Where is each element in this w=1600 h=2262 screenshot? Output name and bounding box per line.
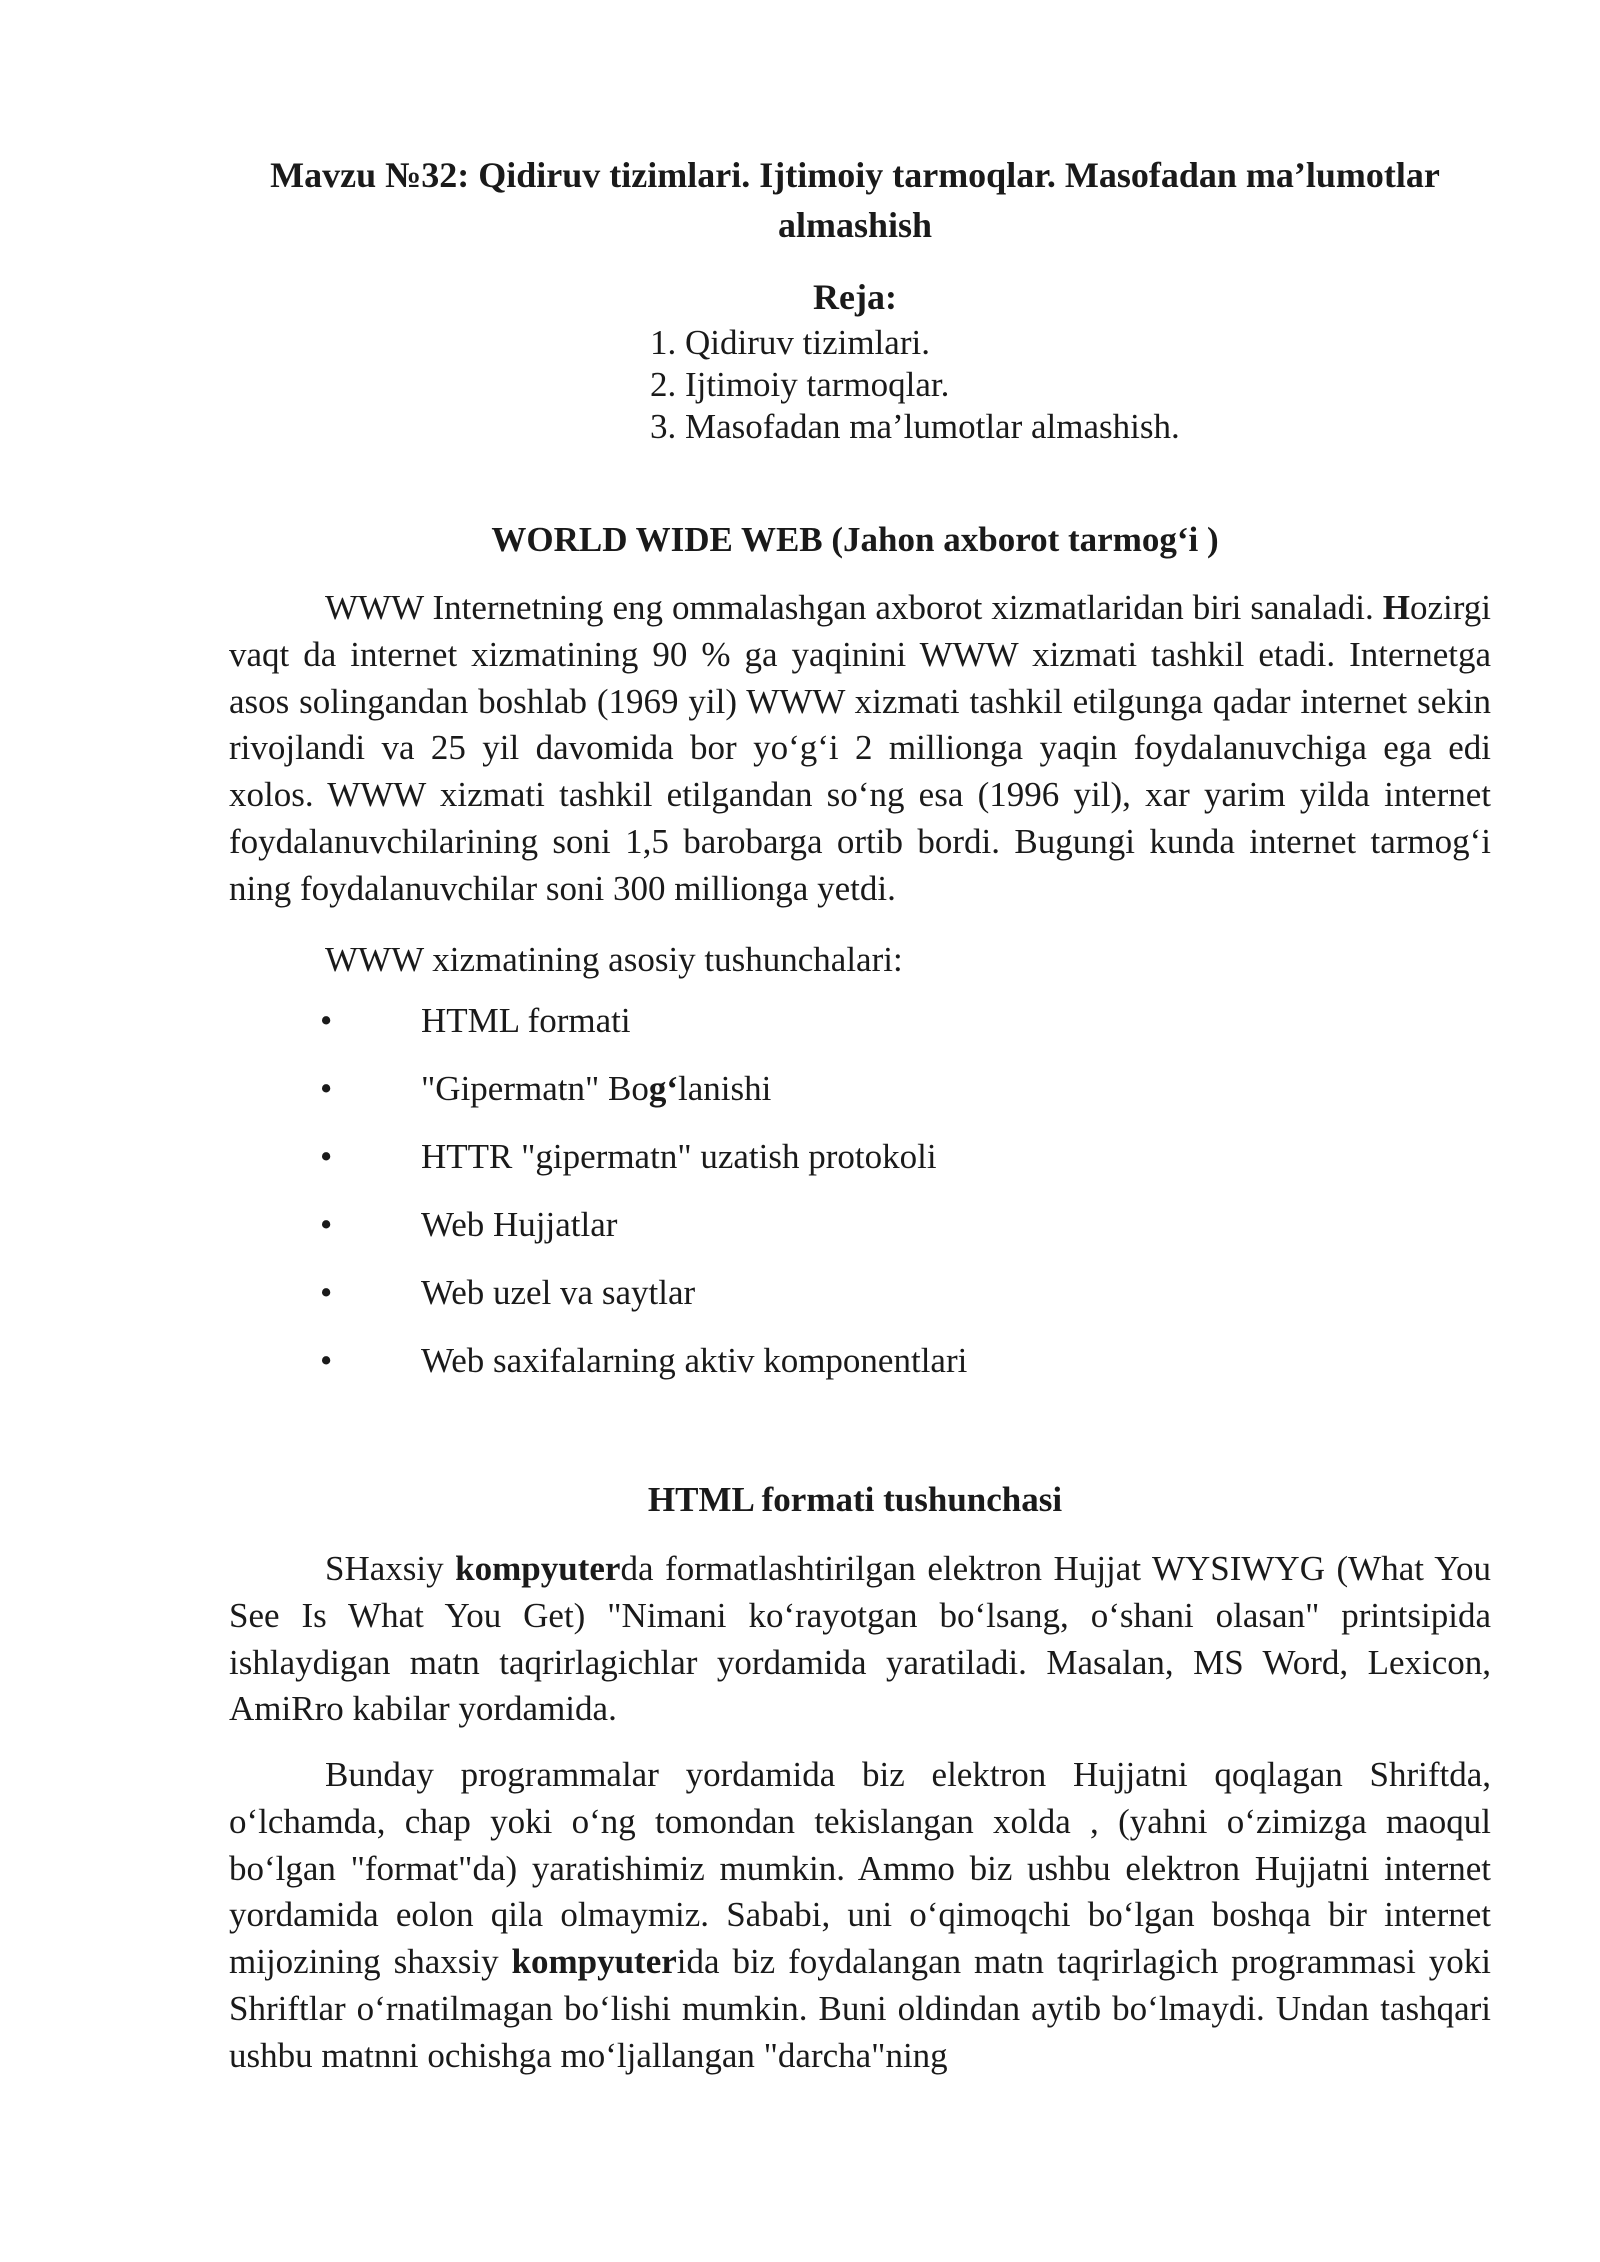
plan-item: 1. Qidiruv tizimlari. (650, 323, 930, 362)
bold-term: kompyuter (455, 1549, 621, 1588)
bullet-mark: • (320, 1137, 333, 1176)
bold-term: kompyuter (511, 1942, 677, 1982)
paragraph-lead: WWW Internetning eng ommalashgan axborot xizmatlaridan biri sanaladi. (325, 588, 1383, 627)
plan-item: 3. Masofadan ma’lumotlar almashish. (650, 407, 1180, 446)
list-item-text: Web Hujjatlar (421, 1205, 618, 1244)
bullet-mark: • (320, 1273, 333, 1312)
list-item-text: Web uzel va saytlar (421, 1273, 696, 1312)
bullet-mark: • (320, 1069, 333, 1108)
plan-list (650, 322, 1180, 448)
paragraph-html-1: SHaxsiy kompyuterda formatlashtirilgan elektron Hujjat WYSIWYG (What You See Is What You Get) "Nimani ko‘rayotgan bo‘lsang, o‘shani olasan" printsipida ishlaydigan matn taqrirlagichlar yordamida yaratiladi. Masalan, MS Word, Lexicon, AmiRro kabilar yordamida. (229, 1549, 1491, 1729)
paragraph-body: ozirgi vaqt da internet xizmatining 90 % ga yaqinini WWW xizmati tashkil etadi. Internetga asos solingandan boshlab (1969 yil) WWW xizmati tashkil etilgunga qadar internet sekin rivojlandi va 25 yil davomida bor yo‘g‘i 2 millionga yaqin foydalanuvchiga ega edi xolos. WWW xizmati tashkil etilgandan so‘ng esa (1996 yil), xar yarim yilda internet foydalanuvchilarining soni 1,5 barobarga ortib bordi. Bugungi kunda internet tarmog‘i ning foydalanuvchilar soni 300 millionga yetdi. (229, 588, 1491, 908)
bullet-mark: • (320, 1341, 333, 1380)
bold-letter: H (1382, 588, 1410, 627)
plan-item: 2. Ijtimoiy tarmoqlar. (650, 365, 950, 404)
section-heading-html: HTML formati tushunchasi (647, 1480, 1063, 1519)
bullet-mark: • (320, 1205, 333, 1244)
bullet-mark: • (320, 1001, 333, 1040)
list-item-text: "Gipermatn" Bog‘lanishi (421, 1069, 772, 1108)
paragraph-www-intro (229, 585, 1491, 913)
document-title: Mavzu №32: Qidiruv tizimlari. Ijtimoiy tarmoqlar. Masofadan ma’lumotlar almashish (270, 155, 1440, 245)
section-heading-www: WORLD WIDE WEB (Jahon axborot tarmog‘i ) (491, 520, 1219, 559)
list-item-text: HTTR "gipermatn" uzatish protokoli (421, 1137, 937, 1176)
concepts-intro: WWW xizmatining asosiy tushunchalari: (325, 940, 903, 979)
list-item-text: Web saxifalarning aktiv komponentlari (421, 1341, 968, 1380)
list-item-text: HTML formati (421, 1001, 631, 1040)
plan-heading: Reja: (813, 277, 897, 317)
paragraph-html-2: Bunday programmalar yordamida biz elektron Hujjatni qoqlagan Shriftda, o‘lchamda, chap yoki o‘ng tomondan tekislangan xolda , (yahni o‘zimizga maoqul bo‘lgan "format"da) yaratishimiz mumkin. Ammo biz ushbu elektron Hujjatni internet yordamida eolon qila olmaymiz. Sababi, uni o‘qimoqchi bo‘lgan boshqa bir internet mijozining shaxsiy kompyuterida biz foydalangan matn taqrirlagich programmasi yoki Shriftlar o‘rnatilmagan bo‘lishi mumkin. Buni oldindan aytib bo‘lmaydi. Undan tashqari ushbu matnni ochishga mo‘ljallangan "darcha"ning (229, 1755, 1491, 2075)
